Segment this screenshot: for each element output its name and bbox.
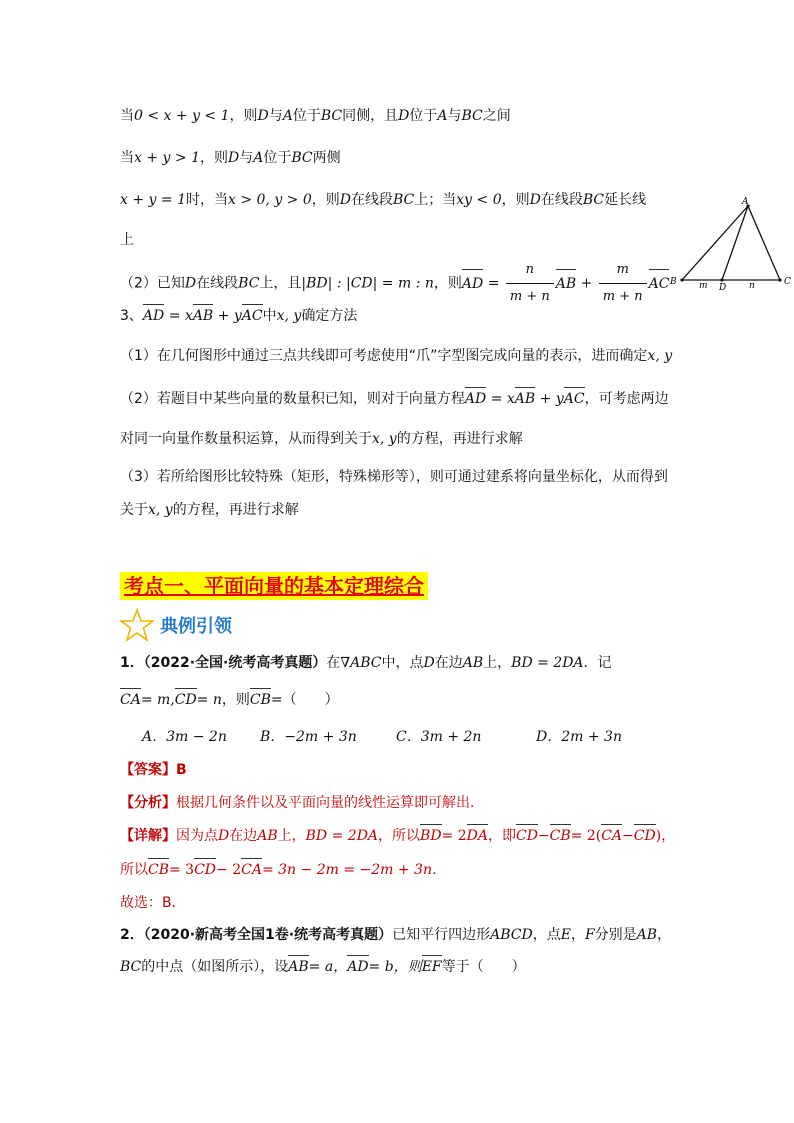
- q1-option-a[interactable]: A．3m − 2n: [142, 729, 227, 745]
- note-line-6: 3、AD = xAB + yAC中x, y确定方法: [120, 308, 358, 324]
- example-label: 典例引领: [160, 616, 232, 637]
- fraction-m-over-mn: $\frac{m}{m + n}$: [599, 257, 647, 310]
- figure-label-n: n: [749, 281, 755, 291]
- q1-stem-line-2: CA= m,CD= n，则CB=（ ）: [120, 692, 339, 708]
- section-title: 考点一、平面向量的基本定理综合: [120, 572, 428, 600]
- q1-answer: 【答案】B: [120, 762, 187, 778]
- q2-stem-line-2: BC的中点（如图所示），设AB= a，AD= b，则EF等于（ ）: [120, 959, 526, 975]
- note-line-11: 关于x, y的方程，再进行求解: [120, 502, 299, 518]
- figure-label-b: B: [670, 277, 677, 287]
- note-line-8: （2）若题目中某些向量的数量积已知，则对于向量方程AD = xAB + yAC，可考虑两边: [120, 391, 669, 407]
- q1-option-b[interactable]: B．−2m + 3n: [260, 729, 357, 745]
- note-line-2: 当x + y > 1，则D与A位于BC两侧: [120, 150, 341, 166]
- q1-detail: 【详解】因为点D在边AB上，BD = 2DA，所以BD= 2DA，即CD−CB= 2(CA−CD)，: [120, 828, 676, 844]
- figure-label-a: A: [742, 197, 749, 207]
- note-line-7: （1）在几何图形中通过三点共线即可考虑使用“爪”字型图完成向量的表示，进而确定x, y: [120, 348, 673, 364]
- q1-option-d[interactable]: D．2m + 3n: [536, 729, 622, 745]
- q1-option-c[interactable]: C．3m + 2n: [396, 729, 482, 745]
- note-line-10: （3）若所给图形比较特殊（矩形，特殊梯形等），则可通过建系将向量坐标化，从而得到: [120, 469, 668, 485]
- example-header: [120, 608, 232, 642]
- note-line-3: x + y = 1时，当x > 0, y > 0，则D在线段BC上；当xy < 0，则D在线段BC延长线: [120, 192, 647, 208]
- triangle-figure: [664, 194, 794, 294]
- star-icon: [120, 608, 154, 642]
- figure-label-c: C: [784, 277, 791, 287]
- q1-detail-line-2: 所以CB= 3CD− 2CA= 3n − 2m = −2m + 3n．: [120, 862, 446, 878]
- q1-choose: 故选：B．: [120, 895, 186, 911]
- q1-analysis: 【分析】根据几何条件以及平面向量的线性运算即可解出．: [120, 795, 484, 811]
- q2-stem: 2．（2020·新高考全国1卷·统考高考真题）已知平行四边形ABCD，点E，F分别是AB，: [120, 927, 672, 943]
- figure-label-m: m: [699, 281, 708, 291]
- figure-label-d: D: [719, 283, 727, 293]
- note-line-5: （2）已知D在线段BC上，且|BD| : |CD| = m : n，则AD = $\frac{n}{m + n}$ AB + $\frac{m}{m + n}$ AC: [120, 257, 669, 310]
- note-line-1: 当0 < x + y < 1，则D与A位于BC同侧，且D位于A与BC之间: [120, 108, 511, 124]
- fraction-n-over-mn: $\frac{n}{m + n}$: [506, 257, 554, 310]
- q1-stem: 1．（2022·全国·统考高考真题）在∇ABC中，点D在边AB上，BD = 2DA．记: [120, 655, 612, 671]
- note-line-4: 上: [120, 232, 134, 248]
- note-line-9: 对同一向量作数量积运算，从而得到关于x, y的方程，再进行求解: [120, 431, 523, 447]
